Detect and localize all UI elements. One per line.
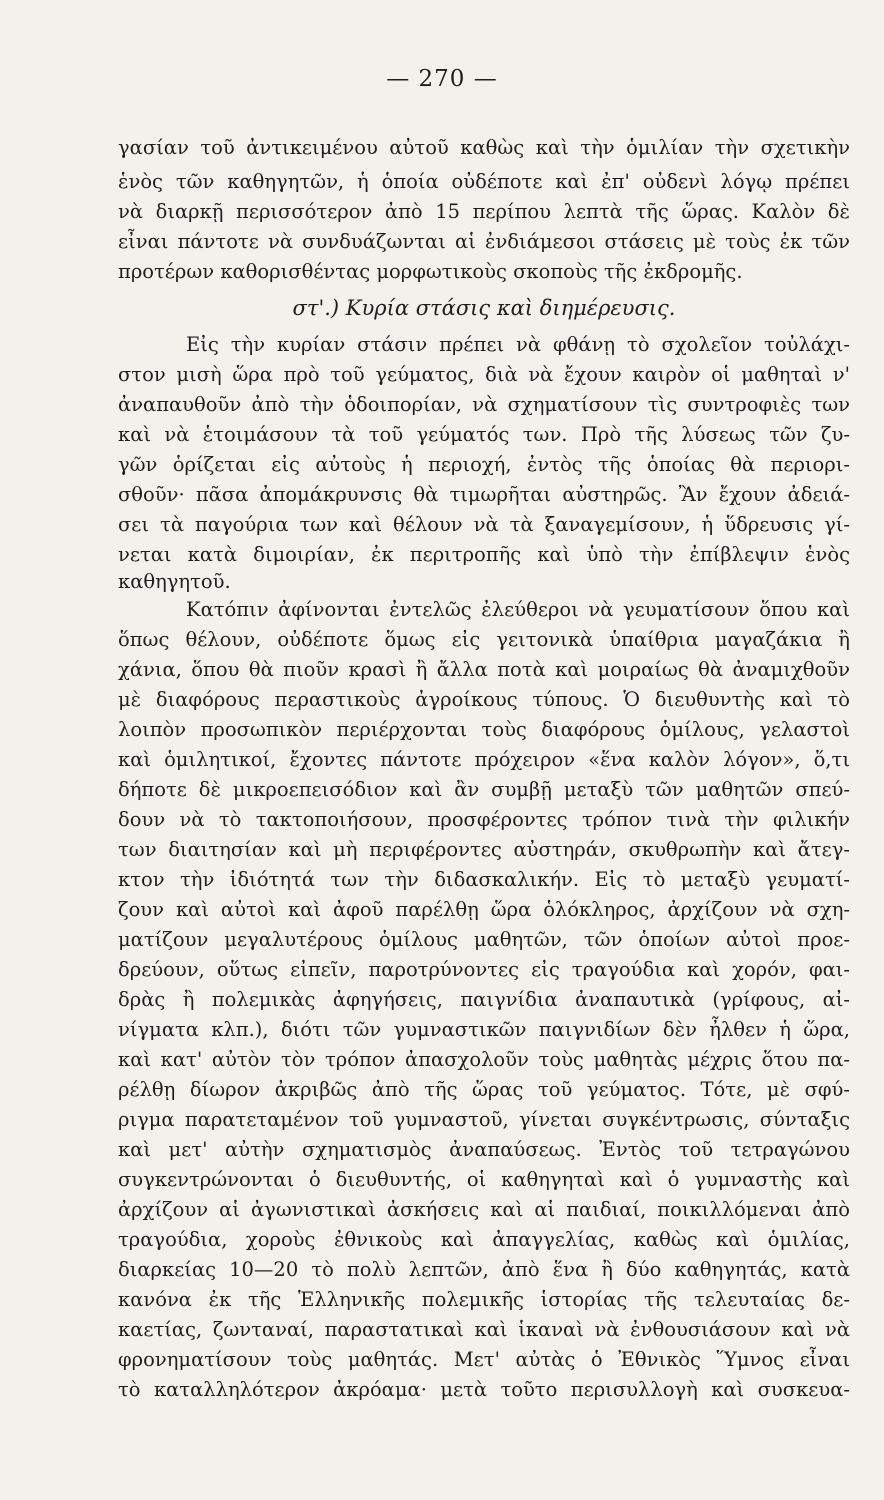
text-line: προτέρων καθορισθέντας μορφωτικοὺς σκοποὺς τῆς ἐκδρομῆς.: [118, 260, 743, 283]
text-line: δρὰς ἢ πολεμικὰς ἀφηγήσεις, παιγνίδια ἀναπαυτικὰ (γρίφους, αἰ-: [118, 988, 850, 1011]
text-line: συγκεντρώνονται ὁ διευθυντής, οἱ καθηγηταὶ καὶ ὁ γυμναστὴς καὶ: [118, 1168, 850, 1191]
text-line: Εἰς τὴν κυρίαν στάσιν πρέπει νὰ φθάνῃ τὸ σχολεῖον τοὐλάχι-: [186, 333, 850, 356]
text-line: ἀρχίζουν αἱ ἀγωνιστικαὶ ἀσκήσεις καὶ αἱ παιδιαί, ποικιλλόμεναι ἀπὸ: [118, 1198, 850, 1221]
text-line: ἑνὸς τῶν καθηγητῶν, ἡ ὁποία οὐδέποτε καὶ ἐπ' οὐδενὶ λόγῳ πρέπει: [118, 170, 850, 193]
text-line: ζουν καὶ αὐτοὶ καὶ ἀφοῦ παρέλθῃ ὥρα ὁλόκληρος, ἀρχίζουν νὰ σχη-: [118, 898, 850, 921]
text-line: δήποτε δὲ μικροεπεισόδιον καὶ ἂν συμβῇ μεταξὺ τῶν μαθητῶν σπεύ-: [118, 778, 850, 801]
text-line: κτον τὴν ἰδιότητά των τὴν διδασκαλικήν. Εἰς τὸ μεταξὺ γευματί-: [118, 868, 850, 891]
text-line: γασίαν τοῦ ἀντικειμένου αὐτοῦ καθὼς καὶ τὴν ὁμιλίαν τὴν σχετικὴν: [118, 136, 850, 159]
text-line: σθοῦν· πᾶσα ἀπομάκρυνσις θὰ τιμωρῆται αὐστηρῶς. Ἂν ἔχουν ἀδειά-: [118, 483, 850, 506]
text-line: των διαιτησίαν καὶ μὴ περιφέροντες αὐστηράν, σκυθρωπὴν καὶ ἄτεγ-: [118, 838, 850, 861]
text-line: στον μισὴ ὥρα πρὸ τοῦ γεύματος, διὰ νὰ ἔχουν καιρὸν οἱ μαθηταὶ ν': [118, 363, 850, 386]
text-line: σει τὰ παγούρια των καὶ θέλουν νὰ τὰ ξαναγεμίσουν, ἡ ὕδρευσις γί-: [118, 513, 850, 536]
text-line: ματίζουν μεγαλυτέρους ὁμίλους μαθητῶν, τῶν ὁποίων αὐτοὶ προε-: [118, 928, 850, 951]
text-line: καὶ μετ' αὐτὴν σχηματισμὸς ἀναπαύσεως. Ἐντὸς τοῦ τετραγώνου: [118, 1138, 850, 1161]
text-line: ἀναπαυθοῦν ἀπὸ τὴν ὁδοιπορίαν, νὰ σχηματίσουν τὶς συντροφιὲς των: [118, 393, 850, 416]
text-line: καὶ κατ' αὐτὸν τὸν τρόπον ἀπασχολοῦν τοὺς μαθητὰς μέχρις ὅτου πα-: [118, 1048, 850, 1071]
text-line: δρεύουν, οὕτως εἰπεῖν, παροτρύνοντες εἰς τραγούδια καὶ χορόν, φαι-: [118, 958, 850, 981]
text-line: ριγμα παρατεταμένον τοῦ γυμναστοῦ, γίνεται συγκέντρωσις, σύνταξις: [118, 1108, 850, 1131]
text-line: φρονηματίσουν τοὺς μαθητάς. Μετ' αὐτὰς ὁ Ἐθνικὸς Ὕμνος εἶναι: [118, 1348, 850, 1371]
section-heading: στ'.) Κυρία στάσις καὶ διημέρευσις.: [292, 296, 676, 320]
text-line: νίγματα κλπ.), διότι τῶν γυμναστικῶν παιγνιδίων δὲν ἦλθεν ἡ ὥρα,: [118, 1018, 850, 1041]
text-line: γῶν ὁρίζεται εἰς αὐτοὺς ἡ περιοχή, ἐντὸς τῆς ὁποίας θὰ περιορι-: [118, 453, 850, 476]
text-line: δουν νὰ τὸ τακτοποιήσουν, προσφέροντες τρόπον τινὰ τὴν φιλικήν: [118, 808, 850, 831]
text-line: διαρκείας 10—20 τὸ πολὺ λεπτῶν, ἀπὸ ἕνα ἢ δύο καθηγητάς, κατὰ: [118, 1258, 850, 1281]
page-number: — 270 —: [386, 66, 498, 92]
text-line: καθηγητοῦ.: [118, 570, 231, 593]
text-line: Κατόπιν ἀφίνονται ἐντελῶς ἐλεύθεροι νὰ γευματίσουν ὅπου καὶ: [186, 598, 850, 621]
text-line: χάνια, ὅπου θὰ πιοῦν κρασὶ ἢ ἄλλα ποτὰ καὶ μοιραίως θὰ ἀναμιχθοῦν: [118, 658, 850, 681]
text-line: νεται κατὰ διμοιρίαν, ἐκ περιτροπῆς καὶ ὑπὸ τὴν ἐπίβλεψιν ἑνὸς: [118, 543, 850, 566]
text-line: καετίας, ζωνταναί, παραστατικαὶ καὶ ἱκαναὶ νὰ ἐνθουσιάσουν καὶ νὰ: [118, 1318, 850, 1341]
text-line: τὸ καταλληλότερον ἀκρόαμα· μετὰ τοῦτο περισυλλογὴ καὶ συσκευα-: [118, 1378, 850, 1401]
text-line: λοιπὸν προσωπικὸν περιέρχονται τοὺς διαφόρους ὁμίλους, γελαστοὶ: [118, 718, 850, 741]
text-line: εἶναι πάντοτε νὰ συνδυάζωνται αἱ ἐνδιάμεσοι στάσεις μὲ τοὺς ἐκ τῶν: [118, 230, 850, 253]
text-line: ρέλθῃ δίωρον ἀκριβῶς ἀπὸ τῆς ὥρας τοῦ γεύματος. Τότε, μὲ σφύ-: [118, 1078, 850, 1101]
text-line: καὶ ὁμιλητικοί, ἔχοντες πάντοτε πρόχειρον «ἕνα καλὸν λόγον», ὅ,τι: [118, 748, 850, 771]
text-line: καὶ νὰ ἑτοιμάσουν τὰ τοῦ γεύματός των. Πρὸ τῆς λύσεως τῶν ζυ-: [118, 423, 850, 446]
text-line: τραγούδια, χοροὺς ἐθνικοὺς καὶ ἀπαγγελίας, καθὼς καὶ ὁμιλίας,: [118, 1228, 850, 1251]
text-line: νὰ διαρκῇ περισσότερον ἀπὸ 15 περίπου λεπτὰ τῆς ὥρας. Καλὸν δὲ: [118, 200, 850, 223]
text-line: ὅπως θέλουν, οὐδέποτε ὅμως εἰς γειτονικὰ ὑπαίθρια μαγαζάκια ἢ: [118, 628, 850, 651]
text-line: κανόνα ἐκ τῆς Ἑλληνικῆς πολεμικῆς ἱστορίας τῆς τελευταίας δε-: [118, 1288, 850, 1311]
text-line: μὲ διαφόρους περαστικοὺς ἀγροίκους τύπους. Ὁ διευθυντὴς καὶ τὸ: [118, 688, 850, 711]
